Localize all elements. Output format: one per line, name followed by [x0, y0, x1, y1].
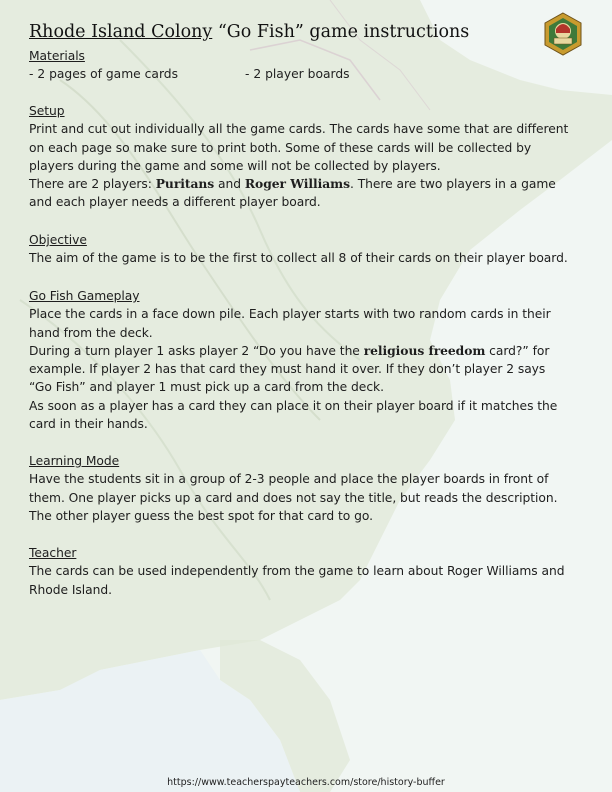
objective-heading: Objective: [29, 233, 87, 247]
gameplay-line-4: example. If player 2 has that card they must hand it over. If they don’t player 2 says: [29, 362, 546, 377]
gameplay-line-3-c: card?” for: [485, 343, 550, 358]
gameplay-line-1: Place the cards in a face down pile. Each player starts with two random cards in their: [29, 307, 551, 322]
setup-heading: Setup: [29, 104, 65, 118]
teacher-line-2: Rhode Island.: [29, 582, 112, 597]
setup-line-2: on each page so make sure to print both. Some of these cards will be collected by: [29, 140, 532, 155]
setup-line-4-e: . There are two players in a game: [349, 177, 556, 192]
gameplay-line-7: card in their hands.: [29, 417, 148, 432]
learning-line-1: Have the students sit in a group of 2-3 people and place the player boards in front of: [29, 472, 549, 487]
gameplay-heading: Go Fish Gameplay: [29, 289, 140, 303]
player-roger-williams: Roger Williams: [244, 176, 350, 192]
card-religious-freedom: religious freedom: [363, 342, 486, 358]
player-puritans: Puritans: [155, 176, 215, 192]
gameplay-line-5: “Go Fish” and player 1 must pick up a card from the deck.: [29, 380, 384, 395]
page-title: [29, 22, 469, 42]
learning-line-2: them. One player picks up a card and does not say the title, but reads the description.: [29, 490, 558, 505]
setup-line-4-a: There are 2 players:: [29, 177, 156, 192]
materials-heading: [29, 47, 599, 65]
teacher-section: [29, 544, 599, 599]
setup-line-5: and each player needs a different player board.: [29, 195, 321, 210]
materials-item-boards: - 2 player boards: [245, 67, 350, 81]
setup-section: [29, 102, 599, 212]
materials-item-cards: - 2 pages of game cards: [29, 67, 179, 81]
teacher-heading: Teacher: [29, 546, 77, 560]
title-rest: “Go Fish” game instructions: [212, 22, 470, 42]
setup-line-4-c: and: [214, 177, 245, 192]
title-underlined-part: Rhode Island Colony: [29, 22, 213, 42]
footer-url: https://www.teacherspayteachers.com/store/history-buffer: [167, 777, 445, 788]
materials-heading-text: Materials: [29, 49, 85, 63]
gameplay-line-2: hand from the deck.: [29, 325, 153, 340]
learning-heading: Learning Mode: [29, 454, 120, 468]
gameplay-line-6: As soon as a player has a card they can place it on their player board if it matches the: [29, 398, 558, 413]
learning-section: [29, 452, 599, 525]
setup-line-3: players during the game and some will not be collected by players.: [29, 158, 441, 173]
gameplay-section: [29, 287, 599, 433]
objective-line-1: The aim of the game is to be the first to collect all 8 of their cards on their player board.: [29, 251, 568, 266]
setup-line-1: Print and cut out individually all the game cards. The cards have some that are different: [29, 122, 569, 137]
gameplay-line-3-a: During a turn player 1 asks player 2 “Do you have the: [29, 343, 364, 358]
gameplay-line-3: [29, 342, 599, 360]
objective-section: [29, 231, 599, 268]
setup-line-4: [29, 175, 599, 193]
learning-line-3: The other player guess the best spot for that card to go.: [29, 508, 373, 523]
teacher-line-1: The cards can be used independently from the game to learn about Roger Williams and: [29, 564, 565, 579]
